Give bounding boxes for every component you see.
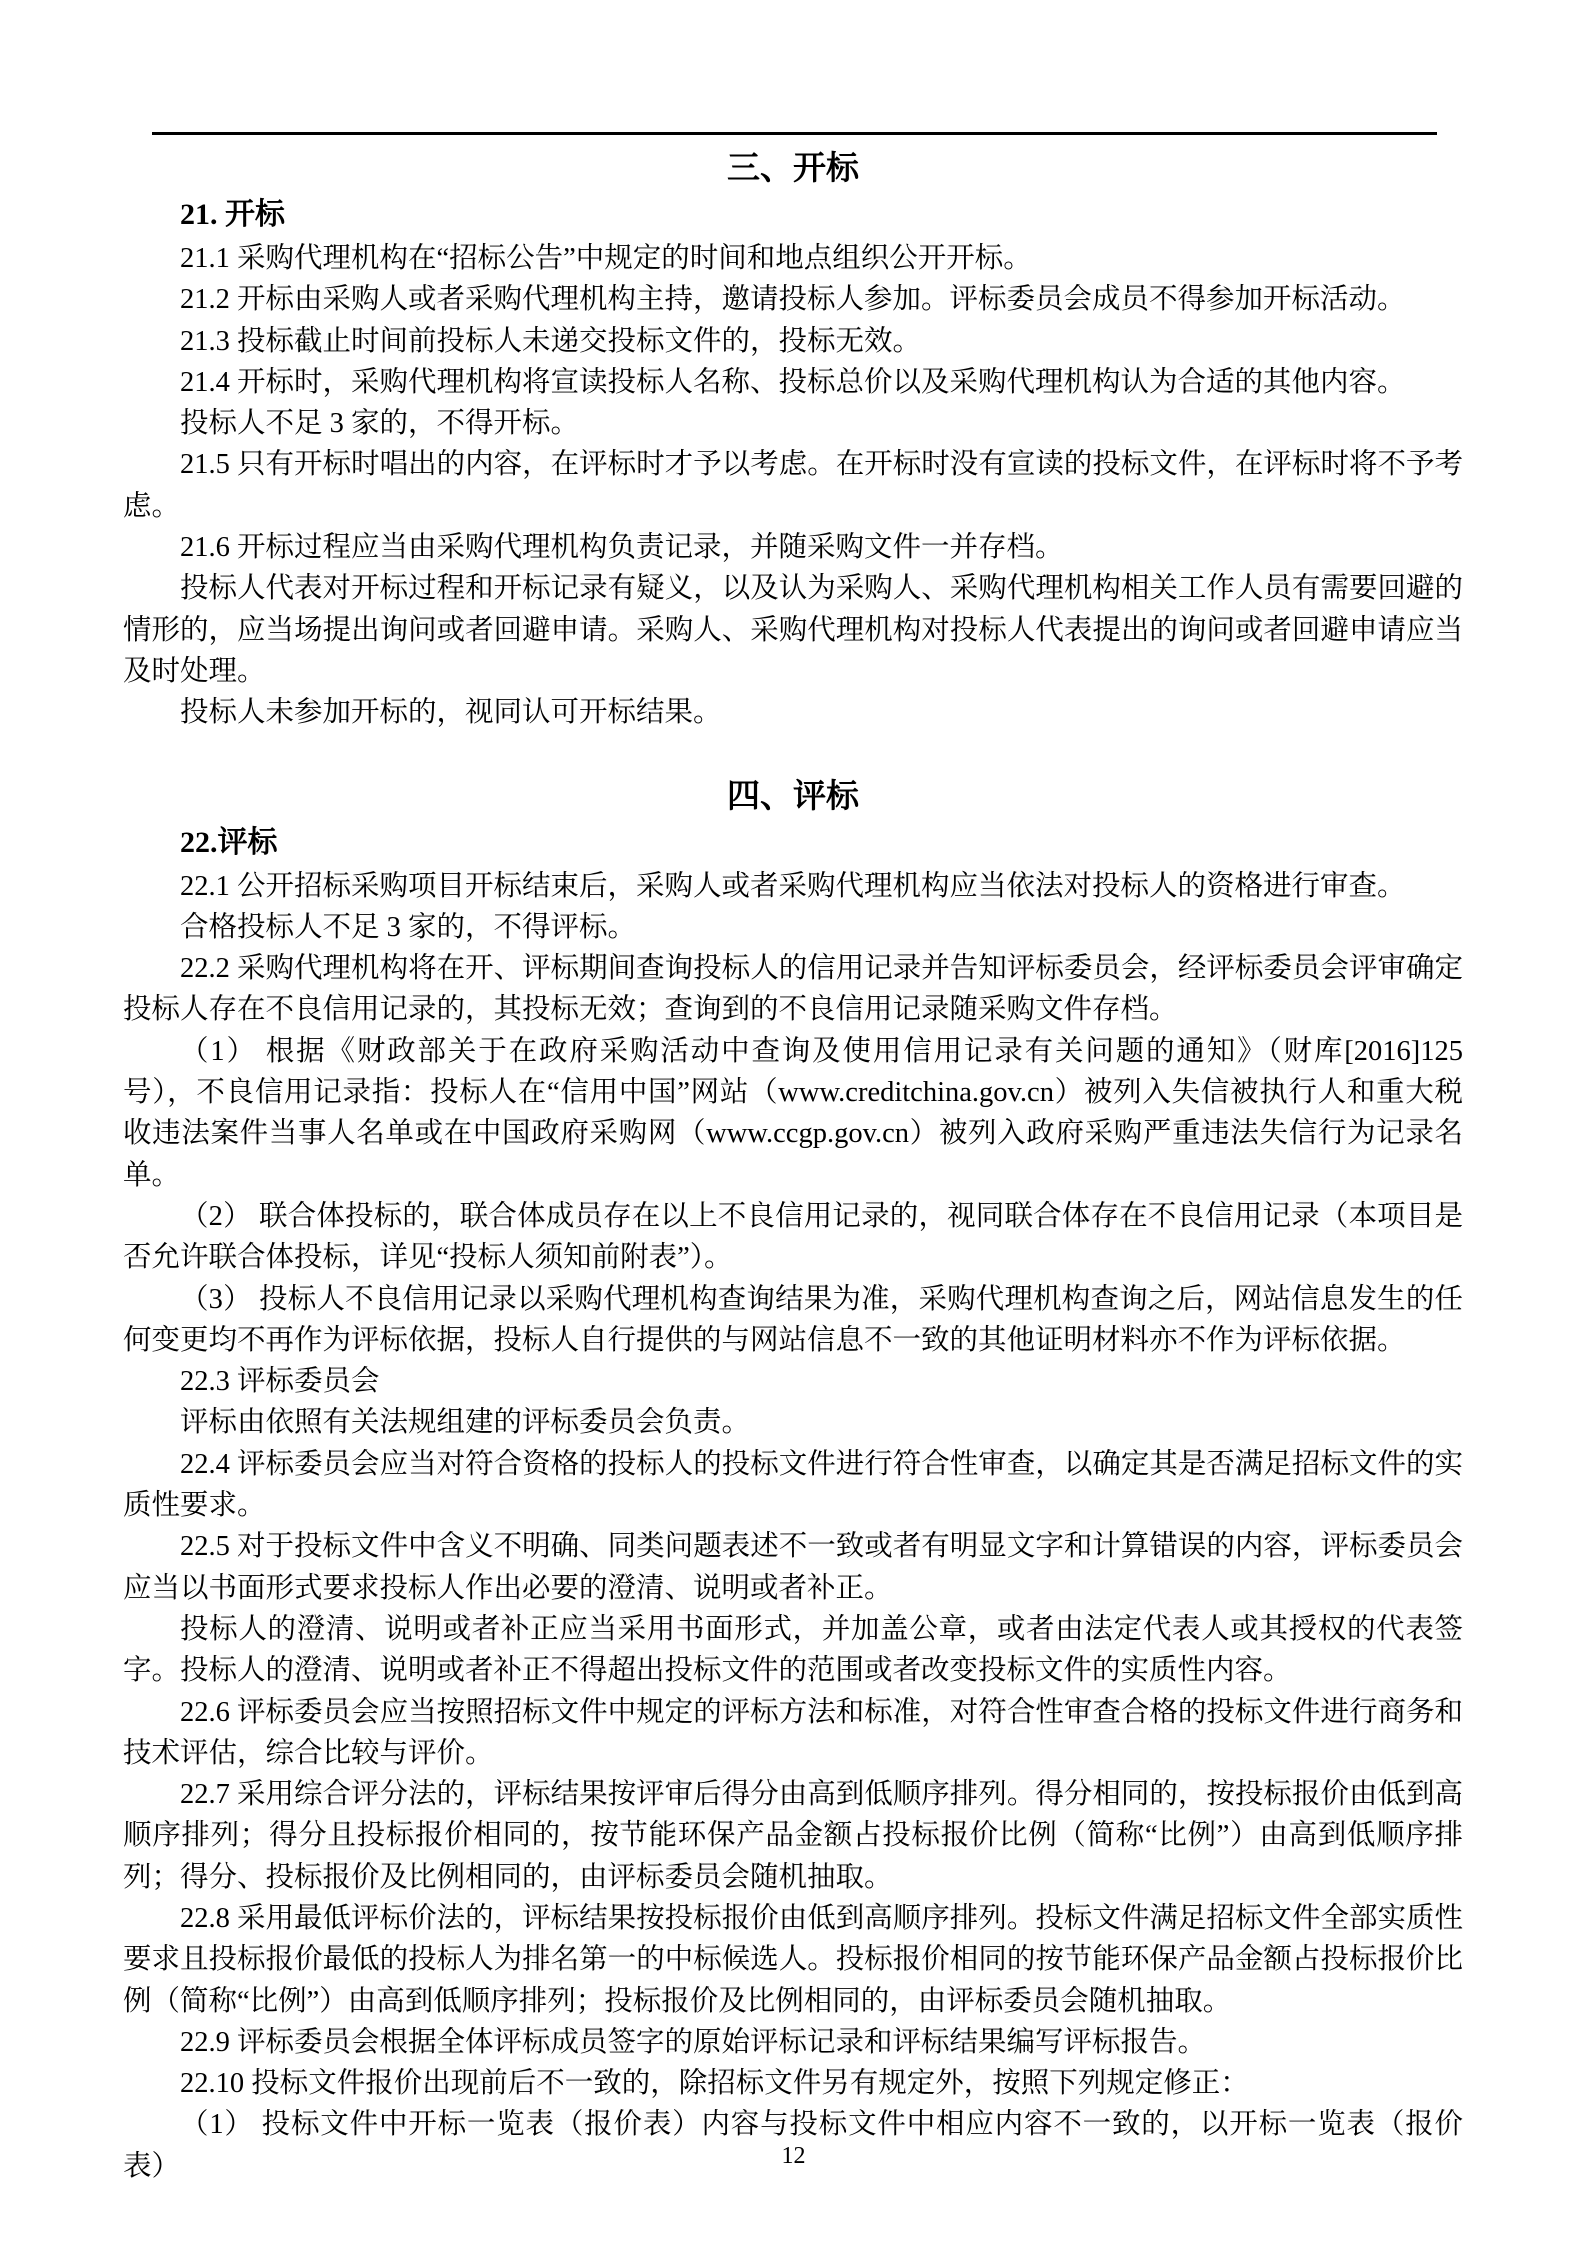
section — [123, 146, 1463, 734]
document-content — [123, 146, 1463, 2187]
paragraph: 21.4 开标时，采购代理机构将宣读投标人名称、投标总价以及采购代理机构认为合适的其他内容。 — [180, 366, 1406, 398]
paragraph: 22.7 采用综合评分法的，评标结果按评审后得分由高到低顺序排列。得分相同的，按投标报价由低到高顺序排列；得分且投标报价相同的，按节能环保产品金额占投标报价比例（简称“比例”）由高到低顺序排列；得分、投标报价及比例相同的，由评标委员会随机抽取。 — [123, 1779, 1463, 1893]
paragraph: 22.2 采购代理机构将在开、评标期间查询投标人的信用记录并告知评标委员会，经评标委员会评审确定投标人存在不良信用记录的，其投标无效；查询到的不良信用记录随采购文件存档。 — [123, 953, 1463, 1026]
paragraph: 22.1 公开招标采购项目开标结束后，采购人或者采购代理机构应当依法对投标人的资格进行审查。 — [180, 870, 1406, 902]
paragraph: 21.1 采购代理机构在“招标公告”中规定的时间和地点组织公开开标。 — [180, 243, 1032, 274]
paragraph: 投标人不足 3 家的，不得开标。 — [180, 408, 580, 440]
header-rule — [152, 132, 1437, 135]
paragraph: 合格投标人不足 3 家的，不得评标。 — [180, 911, 637, 943]
paragraph: 22.3 评标委员会 — [180, 1366, 380, 1398]
paragraph: 评标由依照有关法规组建的评标委员会负责。 — [180, 1407, 751, 1439]
paragraph: 21.5 只有开标时唱出的内容，在评标时才予以考虑。在开标时没有宣读的投标文件，在评标时将不予考虑。 — [123, 449, 1463, 522]
paragraph: 投标人代表对开标过程和开标记录有疑义，以及认为采购人、采购代理机构相关工作人员有需要回避的情形的，应当场提出询问或者回避申请。采购人、采购代理机构对投标人代表提出的询问或者回避申请应当及时处理。 — [123, 573, 1463, 687]
section-title: 四、评标 — [727, 778, 859, 815]
section-title: 三、开标 — [727, 151, 859, 187]
paragraph: 22.10 投标文件报价出现前后不一致的，除招标文件另有规定外，按照下列规定修正： — [180, 2068, 1249, 2100]
paragraph: 21.6 开标过程应当由采购代理机构负责记录，并随采购文件一并存档。 — [180, 532, 1064, 564]
paragraph: （1） 根据《财政部关于在政府采购活动中查询及使用信用记录有关问题的通知》（财库[2016]125 号），不良信用记录指：投标人在“信用中国”网站（www.creditchina.gov.cn）被列入失信被执行人和重大税收违法案件当事人名单或在中国政府采购网（www.ccgp.gov.cn）被列入政府采购严重违法失信行为记录名单。 — [123, 1035, 1463, 1191]
paragraph: 21.3 投标截止时间前投标人未递交投标文件的，投标无效。 — [180, 325, 922, 357]
paragraph: 22.4 评标委员会应当对符合资格的投标人的投标文件进行符合性审查，以确定其是否满足招标文件的实质性要求。 — [123, 1448, 1463, 1522]
paragraph: 22.9 评标委员会根据全体评标成员签字的原始评标记录和评标结果编写评标报告。 — [180, 2026, 1207, 2058]
section-heading: 22.评标 — [180, 825, 278, 859]
page-number: 12 — [781, 2143, 806, 2169]
section — [123, 734, 1463, 2188]
paragraph: 投标人的澄清、说明或者补正应当采用书面形式，并加盖公章，或者由法定代表人或其授权的代表签字。投标人的澄清、说明或者补正不得超出投标文件的范围或者改变投标文件的实质性内容。 — [123, 1613, 1463, 1687]
paragraph: 22.6 评标委员会应当按照招标文件中规定的评标方法和标准，对符合性审查合格的投标文件进行商务和技术评估，综合比较与评价。 — [123, 1696, 1463, 1769]
paragraph: 投标人未参加开标的，视同认可开标结果。 — [180, 697, 722, 729]
section-heading: 21. 开标 — [180, 198, 285, 231]
paragraph: 22.5 对于投标文件中含义不明确、同类问题表述不一致或者有明显文字和计算错误的内容，评标委员会应当以书面形式要求投标人作出必要的澄清、说明或者补正。 — [123, 1531, 1463, 1604]
section-spacer — [123, 734, 1463, 774]
paragraph: 22.8 采用最低评标价法的，评标结果按投标报价由低到高顺序排列。投标文件满足招标文件全部实质性要求且投标报价最低的投标人为排名第一的中标候选人。投标报价相同的按节能环保产品金额占投标报价比例（简称“比例”）由高到低顺序排列；投标报价及比例相同的，由评标委员会随机抽取。 — [123, 1902, 1463, 2017]
paragraph: （1） 投标文件中开标一览表（报价表）内容与投标文件中相应内容不一致的，以开标一览表（报价表） — [123, 2109, 1463, 2182]
paragraph: （2） 联合体投标的，联合体成员存在以上不良信用记录的，视同联合体存在不良信用记录（本项目是否允许联合体投标，详见“投标人须知前附表”）。 — [123, 1200, 1463, 1274]
paragraph: （3） 投标人不良信用记录以采购代理机构查询结果为准，采购代理机构查询之后，网站信息发生的任何变更均不再作为评标依据，投标人自行提供的与网站信息不一致的其他证明材料亦不作为评标依据。 — [123, 1283, 1463, 1356]
paragraph: 21.2 开标由采购人或者采购代理机构主持，邀请投标人参加。评标委员会成员不得参加开标活动。 — [180, 284, 1406, 316]
